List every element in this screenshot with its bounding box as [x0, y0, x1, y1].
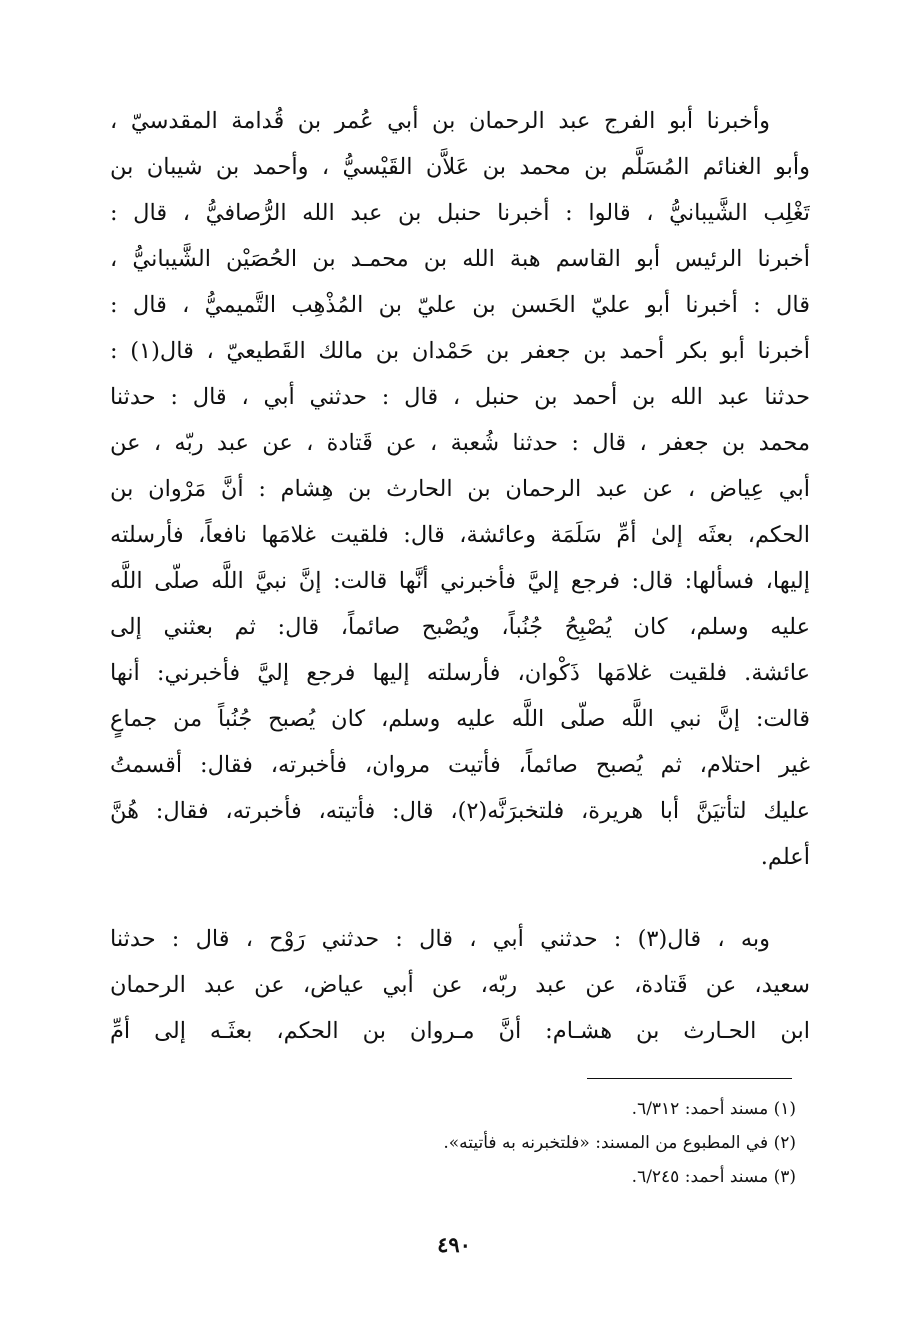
text-line: وأخبرنا أبو الفرج عبد الرحمان بن أبي عُمر بن قُدامة المقدسيّ ، [110, 108, 770, 134]
text-line: عائشة. فلقيت غلامَها ذَكْوان، فأرسلته إليها فرجع إليَّ فأخبرني: أنها [110, 660, 810, 686]
text-line: أخبرنا الرئيس أبو القاسم هبة الله بن محمـد بن الحُصَيْن الشَّيبانيُّ ، [110, 246, 810, 272]
text-line: قال : أخبرنا أبو عليّ الحَسن بن عليّ بن المُذْهِب التَّميميُّ ، قال : [110, 292, 810, 318]
text-line: سعيد، عن قَتادة، عن عبد ربّه، عن أبي عياض، عن عبد الرحمان [110, 972, 810, 998]
footnotes [96, 1092, 796, 1194]
footnote-line: (١) مسند أحمد: ٦/٣١٢. [631, 1099, 796, 1119]
footnote-line: (٣) مسند أحمد: ٦/٢٤٥. [631, 1167, 796, 1187]
text-line: غير احتلام، ثم يُصبح صائماً، فأتيت مروان، فأخبرته، فقال: أقسمتُ [110, 752, 810, 778]
text-line: محمد بن جعفر ، قال : حدثنا شُعبة ، عن قَتادة ، عن عبد ربّه ، عن [110, 430, 810, 456]
paragraph-1 [110, 98, 810, 880]
text-line: حدثنا عبد الله بن أحمد بن حنبل ، قال : حدثني أبي ، قال : حدثنا [110, 384, 810, 410]
footnote-separator [587, 1078, 792, 1079]
text-line: وبه ، قال(٣) : حدثني أبي ، قال : حدثني رَوْح ، قال : حدثنا [110, 926, 771, 952]
paragraph-2 [110, 916, 810, 1054]
text-line: أخبرنا أبو بكر أحمد بن جعفر بن حَمْدان بن مالك القَطيعيّ ، قال(١) : [110, 338, 810, 364]
text-line: الحكم، بعثَه إلىٰ أمِّ سَلَمَة وعائشة، قال: فلقيت غلامَها نافعاً، فأرسلته [110, 522, 810, 548]
text-line: أبي عِياض ، عن عبد الرحمان بن الحارث بن هِشام : أنَّ مَرْوان بن [110, 476, 810, 502]
text-line: عليك لتأتيَنَّ أبا هريرة، فلتخبرَنَّه(٢)، قال: فأتيته، فأخبرته، فقال: هُنَّ [110, 798, 810, 824]
text-line: إليها، فسألها: قال: فرجع إليَّ فأخبرني أنَّها قالت: إنَّ نبيَّ اللَّه صلّى اللَّه [110, 568, 810, 594]
text-line: ابن الحـارث بن هشـام: أنَّ مـروان بن الحكم، بعثَـه إلى أمِّ [110, 1018, 810, 1044]
text-line: عليه وسلم، كان يُصْبِحُ جُنُباً، ويُصْبح صائماً، قال: ثم بعثني إلى [110, 614, 810, 640]
footnote-line: (٢) في المطبوع من المسند: «فلتخبرنه به فأتيته». [443, 1133, 796, 1153]
text-line: قالت: إنَّ نبي اللَّه صلّى اللَّه عليه وسلم، كان يُصبح جُنُباً من جماعٍ [110, 706, 810, 732]
text-line: وأبو الغنائم المُسَلَّم بن محمد بن عَلاَّن القَيْسيُّ ، وأحمد بن شيبان بن [110, 154, 810, 180]
page-number: ٤٩٠ [437, 1232, 471, 1257]
text-line: تَغْلِب الشَّيبانيُّ ، قالوا : أخبرنا حنبل بن عبد الله الرُّصافيُّ ، قال : [110, 200, 810, 226]
text-line: أعلم. [760, 844, 810, 870]
